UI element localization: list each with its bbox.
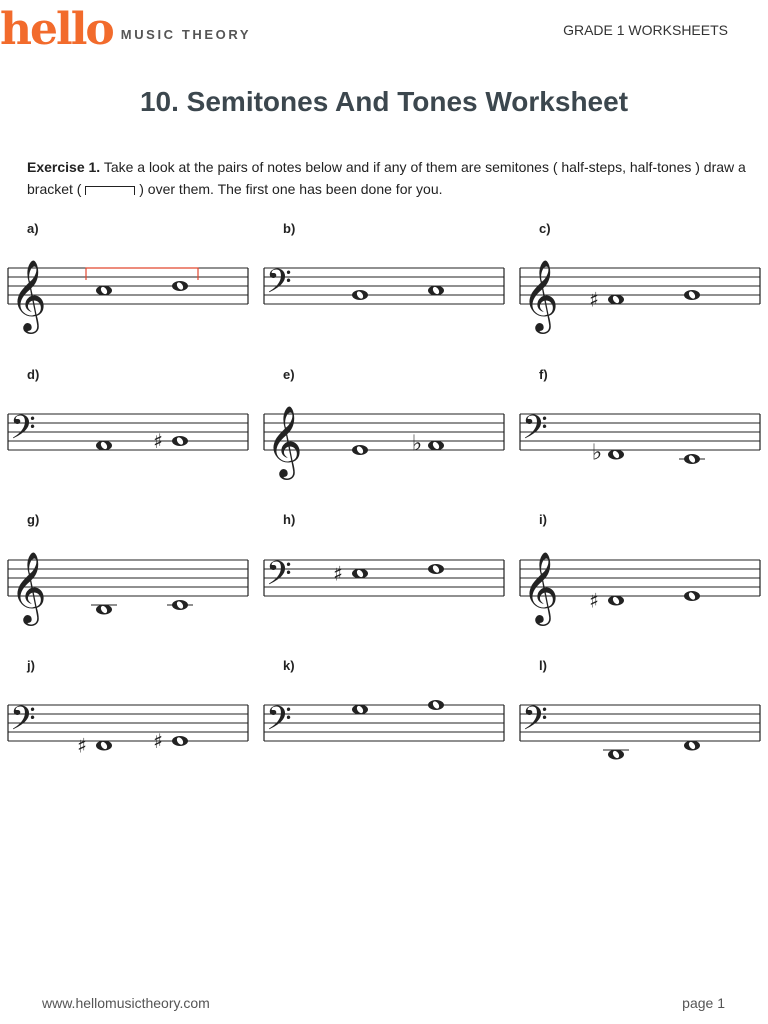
bass-clef-icon: 𝄢 [266,263,292,309]
exercise-text-part1: Take a look at the pairs of notes below and if any of them are semitones ( half-steps, half-tones ) draw a bracket ( [27,159,746,197]
question-label-h: h) [283,512,296,527]
grade-label: GRADE 1 WORKSHEETS [563,22,728,38]
treble-clef-icon: 𝄞 [266,404,303,477]
exercise-label: Exercise 1. [27,159,101,175]
footer-page-number: page 1 [682,995,725,1011]
bass-clef-icon: 𝄢 [522,700,548,746]
logo-wordmark: hello [0,4,113,55]
question-label-i: i) [539,512,547,527]
footer-url: www.hellomusictheory.com [42,995,210,1011]
treble-clef-icon: 𝄞 [10,550,47,623]
bass-clef-icon: 𝄢 [266,555,292,601]
treble-clef-icon: 𝄞 [522,550,559,623]
flat-icon: ♭ [591,440,603,466]
treble-clef-icon: 𝄞 [522,258,559,331]
sharp-icon: ♯ [589,287,599,312]
question-label-c: c) [539,221,551,236]
question-label-k: k) [283,658,295,673]
page-title: 10. Semitones And Tones Worksheet [139,86,629,117]
question-label-f: f) [539,367,548,382]
logo-subtitle: MUSIC THEORY [120,27,252,42]
bass-clef-icon: 𝄢 [522,409,548,455]
sharp-icon: ♯ [589,588,599,613]
sharp-icon: ♯ [153,429,163,453]
question-label-j: j) [27,658,35,673]
bass-clef-icon: 𝄢 [10,700,36,746]
question-label-d: d) [27,367,40,382]
flat-icon: ♭ [411,431,423,457]
sharp-icon: ♯ [153,729,163,753]
bass-clef-icon: 𝄢 [266,700,292,746]
answer-bracket-a [86,268,198,280]
treble-clef-icon: 𝄞 [10,258,47,331]
sharp-icon: ♯ [333,561,343,586]
question-label-g: g) [27,512,40,527]
sharp-icon: ♯ [77,733,87,758]
question-label-b: b) [283,221,296,236]
bass-clef-icon: 𝄢 [10,409,36,455]
question-label-a: a) [27,221,39,236]
question-label-l: l) [539,658,547,673]
exercise-text-part2: ) over them. The first one has been done for you. [139,181,443,197]
question-label-e: e) [283,367,295,382]
